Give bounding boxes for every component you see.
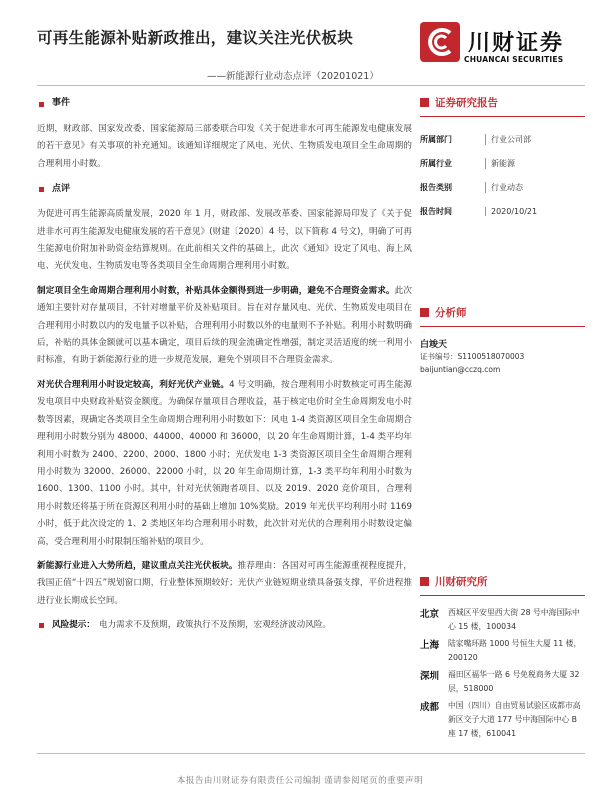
logo-english-name: CHUANCAI SECURITIES bbox=[464, 55, 564, 64]
report-heading bbox=[420, 95, 585, 110]
comment-heading bbox=[37, 180, 412, 198]
analyst-name: 白竣天 bbox=[420, 340, 448, 350]
paragraph-4-lead: 新能源行业进入大势所趋，建议重点关注光伏板块。 bbox=[37, 560, 238, 571]
field-key: 报告时间 bbox=[420, 206, 452, 216]
company-logo bbox=[420, 22, 580, 72]
page-title: 可再生能源补贴新政推出，建议关注光伏板块 bbox=[37, 28, 354, 47]
office-city: 北京 bbox=[420, 609, 440, 620]
office-address: 中国（四川）自由贸易试验区成都市高新区交子大道 177 号中海国际中心 B 座 17 楼，610041 bbox=[448, 701, 581, 738]
comment-paragraph-2 bbox=[37, 283, 412, 370]
risk-text: 电力需求不及预期，政策执行不及预期，宏观经济波动风险。 bbox=[98, 620, 332, 631]
office-beijing bbox=[420, 606, 585, 634]
office-shanghai bbox=[420, 637, 585, 665]
office-address: 陆家嘴环路 1000 号恒生大厦 11 楼，200120 bbox=[448, 639, 582, 662]
field-key: 报告类别 bbox=[420, 182, 452, 192]
logo-chinese-name: 川财证券 bbox=[468, 30, 565, 56]
field-industry bbox=[420, 151, 585, 175]
paragraph-3-lead: 对光伏合理利用小时设定较高，利好光伏产业链。 bbox=[37, 379, 230, 390]
report-divider bbox=[420, 116, 585, 117]
event-heading-label: 事件 bbox=[52, 98, 71, 109]
risk-warning bbox=[37, 617, 412, 634]
institute-divider bbox=[420, 595, 585, 596]
office-city: 深圳 bbox=[420, 671, 440, 682]
event-heading bbox=[37, 95, 412, 113]
comment-paragraph-4 bbox=[37, 558, 412, 610]
square-icon bbox=[420, 577, 429, 586]
institute-heading bbox=[420, 574, 585, 589]
office-address: 福田区福华一路 6 号免税商务大厦 32 层，518000 bbox=[448, 670, 580, 693]
office-address: 西城区平安里西大街 28 号中海国际中心 15 楼，100034 bbox=[448, 608, 580, 631]
field-category bbox=[420, 175, 585, 199]
field-value: 行业公司部 bbox=[485, 134, 531, 145]
analyst-divider bbox=[420, 326, 585, 327]
report-heading-label: 证券研究报告 bbox=[435, 97, 498, 109]
office-chengdu bbox=[420, 699, 585, 741]
paragraph-2-body: 此次通知主要针对存量项目，不针对增量平价及补贴项目。旨在对存量风电、光伏、生物质发电项目在合理利用小时数以内的发电量予以补贴，合理利用小时数以外的电量则不予补贴。利用小时数明确后，补贴的具体金额就可以基本确定，项目后续的现金流确定性增强，制定灵活适度的统一利用小时标准，有助于新能源行业的进一步规范发展，避免个别项目不合理资金需求。 bbox=[37, 285, 412, 366]
square-icon bbox=[420, 98, 429, 107]
event-paragraph: 近期，财政部、国家发改委、国家能源局三部委联合印发《关于促进非水可再生能源发电健康发展的若干意见》有关事项的补充通知。该通知详细规定了风电、光伏、生物质发电项目全生命周期的合理利用小时数。 bbox=[37, 124, 412, 169]
field-value: 2020/10/21 bbox=[485, 207, 537, 216]
field-value: 新能源 bbox=[485, 158, 515, 169]
risk-label: 风险提示： bbox=[52, 620, 95, 631]
comment-paragraph-1: 为促进可再生能源高质量发展，2020 年 1 月，财政部、发展改革委、国家能源局印发了《关于促进非水可再生能源发电健康发展的若干意见》(财建〔2020〕4 号，以下简称 4 号文)，明确了可再生能源电价附加补助资金结算规则。在此前相关文件的基础上，此次《通知》设定了风电、海上风电、光伏发电、生物质发电等各类项目全生命周期合理利用小时数。 bbox=[37, 209, 412, 272]
bullet-icon bbox=[39, 187, 44, 192]
analyst-certificate: 证书编号：S1100518070003 bbox=[420, 352, 525, 361]
chuancai-logo-icon bbox=[420, 22, 460, 62]
office-city: 成都 bbox=[420, 702, 440, 713]
page-subtitle: ——新能源行业动态点评（20201021） bbox=[207, 71, 379, 82]
office-city: 上海 bbox=[420, 640, 440, 651]
paragraph-2-lead: 制定项目全生命周期合理利用小时数，补贴具体金额得到进一步明确，避免不合理资金需求。 bbox=[37, 285, 395, 296]
office-shenzhen bbox=[420, 668, 585, 696]
analyst-heading bbox=[420, 305, 585, 320]
sidebar bbox=[420, 95, 585, 744]
header-divider bbox=[37, 85, 585, 86]
field-key: 所属行业 bbox=[420, 158, 452, 168]
bullet-icon bbox=[39, 102, 44, 107]
footer-disclaimer: 本报告由川财证券有限责任公司编制 谨请参阅尾页的重要声明 bbox=[176, 776, 424, 786]
bullet-icon bbox=[39, 623, 44, 628]
field-date bbox=[420, 199, 585, 223]
comment-heading-label: 点评 bbox=[52, 183, 71, 194]
analyst-email[interactable]: baijuntian@cczq.com bbox=[420, 365, 501, 374]
comment-paragraph-3 bbox=[37, 377, 412, 551]
paragraph-4-body: 推荐理由：各国对可再生能源重视程度提升，我国正值“十四五”规划窗口期，行业整体预期较好；光伏产业链短期业绩具备强支撑，平价进程推进行业长期成长空间。 bbox=[37, 560, 412, 606]
analyst-heading-label: 分析师 bbox=[435, 307, 467, 319]
footer-divider bbox=[37, 753, 585, 754]
field-value: 行业动态 bbox=[485, 182, 523, 193]
field-key: 所属部门 bbox=[420, 134, 452, 144]
square-icon bbox=[420, 308, 429, 317]
institute-heading-label: 川财研究所 bbox=[435, 576, 488, 588]
paragraph-3-body: 4 号文明确，按合理利用小时数核定可再生能源发电项目中央财政补贴资金额度。为确保存量项目合理收益，基于核定电价时全生命周期发电小时数等因素，现确定各类项目全生命周期合理利用小时数如下：风电 1-4 类资源区项目全生命周期合理利用小时数分别为 48000、44000、40000 和 36000，以 20 年生命周期计算，1-4 类平均年利用小时数为 2400、2200、2000、1800 小时；光伏发电 1-3 类资源区项目全生命周期合理利用小时数为 32000、26000、22000 小时，以 20 年生命周期计算，1-3 类平均年利用小时数为 1600、1300、1100 小时。其中，针对光伏领跑者项目、以及 2019、2020 竞价项目，合理利用小时数还将基于所在资源区利用小时的基础上增加 10%奖励。2019 年光伏平均利用小时 1169 小时，低于此次设定的 1、2 类地区年均合理利用小时数，此次针对光伏的合理利用小时数设定偏高，受合理利用小时限制压缩补贴的项目少。 bbox=[37, 379, 412, 547]
field-department bbox=[420, 127, 585, 151]
main-content bbox=[37, 95, 412, 635]
